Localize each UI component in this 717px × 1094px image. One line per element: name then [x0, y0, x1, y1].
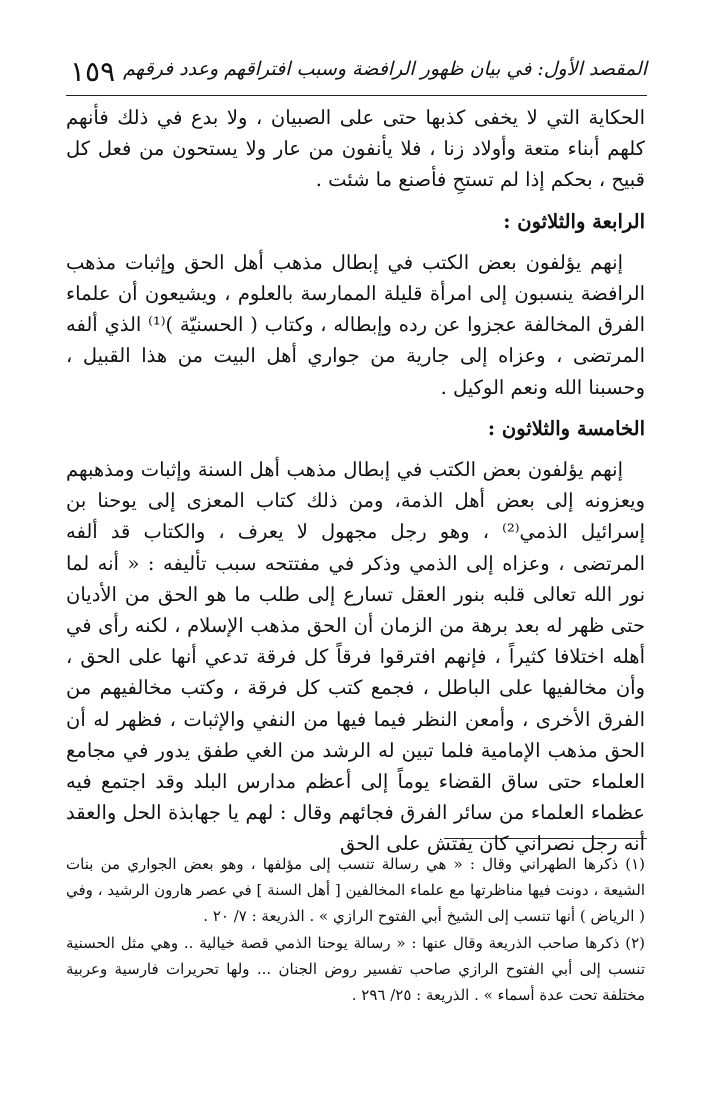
footnotes [66, 851, 645, 1008]
section-heading-34: الرابعة والثلاثون : [503, 209, 645, 233]
footnote-2: (٢) ذكرها صاحب الذريعة وقال عنها : « رسالة يوحنا الذمي قصة خيالية .. وهي مثل الحسنية تنسب إلى أبي الفتوح الرازي صاحب تفسير روض الجنان ... ولها تحريرات فارسية وعربية مختلفة تحت عدة أسماء » . الذريعة : ٢٥/ ٢٩٦ . [66, 933, 645, 1005]
footnote-1: (١) ذكرها الطهراني وقال : « هي رسالة تنسب إلى مؤلفها ، وهو بعض الجواري من بنات الشيعة ، دونت فيها مناظرتها مع علماء المخالفين [ أهل السنة ] في عصر هارون الرشيد ، وفي ( الرياض ) أنها تنسب إلى الشيخ أبي الفتوح الرازي » . الذريعة : ٧/ ٢٠ . [66, 855, 645, 926]
main-text [66, 102, 645, 860]
footnote-divider [444, 838, 647, 839]
paragraph-34: إنهم يؤلفون بعض الكتب في إبطال مذهب أهل الحق وإثبات مذهب الرافضة ينسبون إلى امرأة قليلة الممارسة بالعلوم ، ويشيعون أن علماء الفرق المخالفة عجزوا عن رده وإبطاله ، وكتاب ( الحسنيّة )⁽¹⁾ الذي ألفه المرتضى ، وعزاه إلى جارية من جواري أهل البيت من هذا القبيل ، وحسبنا الله ونعم الوكيل . [66, 250, 645, 399]
running-title: المقصد الأول: في بيان ظهور الرافضة وسبب افتراقهم وعدد فرقهم [123, 58, 647, 80]
paragraph-35: إنهم يؤلفون بعض الكتب في إبطال مذهب أهل السنة وإثبات ومذهبهم ويعزونه إلى بعض أهل الذمة، ومن ذلك كتاب المعزى إلى يوحنا بن إسرائيل الذمي⁽²⁾ ، وهو رجل مجهول لا يعرف ، والكتاب قد ألفه المرتضى ، وعزاه إلى الذمي وذكر في مفتتحه سبب تأليفه : « أنه لما نور الله تعالى قلبه بنور العقل تسارع إلى طلب ما هو الحق من الأديان حتى ظهر له بعد برهة من الزمان أن الحق مذهب الإسلام ، لكنه رأى في أهله اختلافا كثيراً ، فإنهم افترقوا فرقاً كل فرقة تدعي أنها على الحق ، وأن مخالفيها على الباطل ، فجمع كتب كل فرقة ، وكتب مخالفيهم من الفرق الأخرى ، وأمعن النظر فيما فيها من النفي والإثبات ، فظهر له أن الحق مذهب الإمامية فلما تبين له الرشد من الغي طفق يدور في مجامع العلماء حتى ساق القضاء يوماً إلى أعظم مدارس البلد وقد اجتمع فيه عظماء العلماء من سائر الفرق فجائهم وقال : لهم يا جهابذة الحل والعقد أنه رجل نصراني كان يفتش على الحق [66, 458, 645, 856]
page-number: ١٥٩ [70, 55, 116, 88]
section-heading-35: الخامسة والثلاثون : [487, 416, 645, 440]
paragraph-continuation: الحكاية التي لا يخفى كذبها حتى على الصبيان ، ولا بدع في ذلك فأنهم كلهم أبناء متعة وأولاد زنا ، فلا يأنفون من عار ولا يستحون من فعل كل قبيح ، بحكم إذا لم تستحِ فأصنع ما شئت . [66, 106, 645, 192]
header-divider [66, 95, 647, 96]
